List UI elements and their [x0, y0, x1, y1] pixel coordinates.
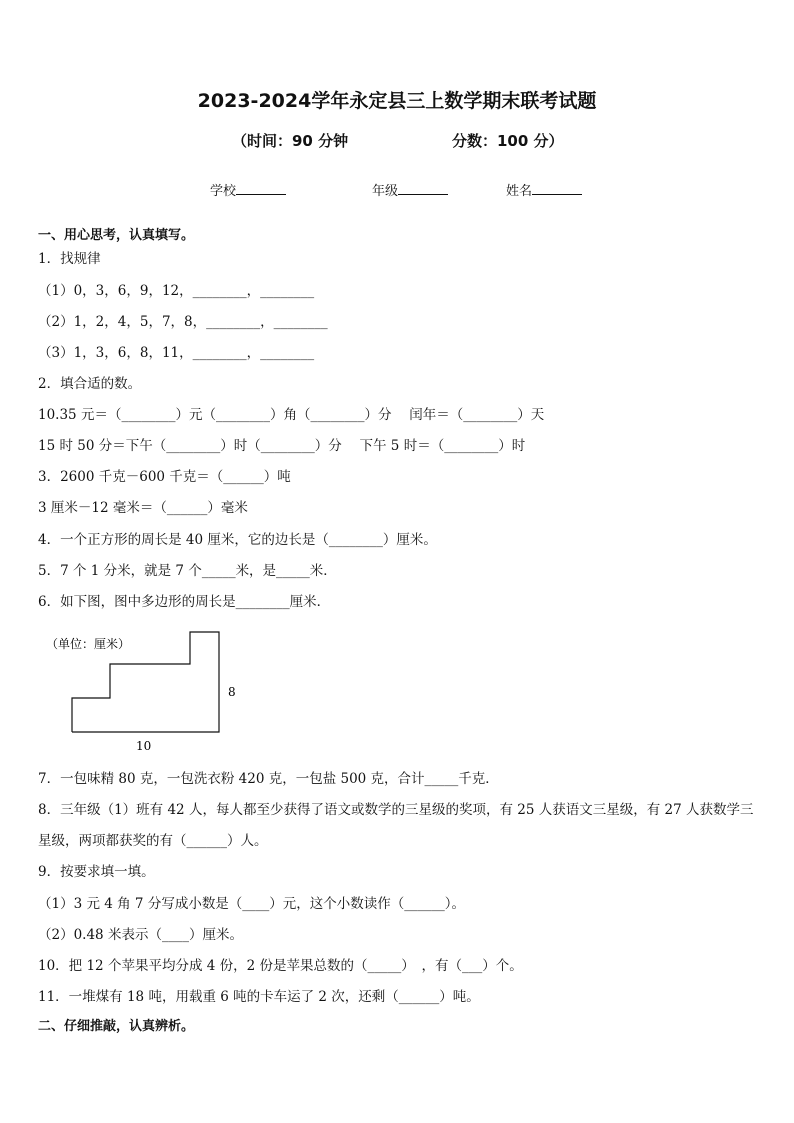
question-6: 6．如下图，图中多边形的周长是________厘米． [38, 594, 331, 610]
polygon-figure [40, 628, 260, 758]
question-3-part-1: 3．2600 千克－600 千克＝（______）吨 [38, 469, 291, 485]
question-2: 2．填合适的数。 [38, 376, 142, 392]
question-11: 11．一堆煤有 18 吨，用载重 6 吨的卡车运了 2 次，还剩（______）吨。 [38, 989, 480, 1005]
section-heading-1: 一、用心思考，认真填写。 [38, 228, 195, 243]
question-1-part-1: （1）0，3，6，9，12，________，________ [38, 283, 315, 299]
name-label: 姓名 [506, 184, 533, 199]
question-7: 7．一包味精 80 克，一包洗衣粉 420 克，一包盐 500 克，合计_____千克． [38, 771, 499, 787]
question-9: 9．按要求填一填。 [38, 864, 155, 880]
question-8-line-2: 星级，两项都获奖的有（______）人。 [38, 833, 268, 849]
question-9-part-2: （2）0.48 米表示（____）厘米。 [38, 927, 243, 943]
section-heading-2: 二、仔细推敲，认真辨析。 [38, 1019, 195, 1034]
figure-unit-label: （单位：厘米） [46, 637, 131, 651]
question-5: 5．7 个 1 分米，就是 7 个_____米，是_____米． [38, 563, 337, 579]
question-8-line-1: 8．三年级（1）班有 42 人，每人都至少获得了语文或数学的三星级的奖项，有 25 人获语文三星级，有 27 人获数学三 [38, 802, 754, 818]
question-10: 10．把 12 个苹果平均分成 4 份，2 份是苹果总数的（_____） ，有（___）个。 [38, 958, 523, 974]
figure-width-label: 10 [136, 739, 152, 753]
question-3-part-2: 3 厘米－12 毫米＝（______）毫米 [38, 500, 248, 516]
grade-blank [398, 180, 448, 195]
question-2-part-1: 10.35 元＝（________）元（________）角（________）分 闰年＝（________）天 [38, 407, 545, 423]
page-title: 2023-2024学年永定县三上数学期末联考试题 [197, 90, 597, 112]
grade-field [372, 180, 448, 199]
name-blank [532, 180, 582, 195]
exam-time: （时间：90 分钟 [232, 132, 349, 150]
school-blank [236, 180, 286, 195]
figure-height-label: 8 [228, 685, 236, 699]
question-1-part-3: （3）1，3，6，8，11，________，________ [38, 345, 315, 361]
question-9-part-1: （1）3 元 4 角 7 分写成小数是（____）元，这个小数读作（______）。 [38, 896, 466, 912]
grade-label: 年级 [372, 184, 399, 199]
school-label: 学校 [210, 184, 237, 199]
question-4: 4．一个正方形的周长是 40 厘米，它的边长是（________）厘米。 [38, 532, 437, 548]
question-1: 1．找规律 [38, 251, 101, 267]
school-field [210, 180, 286, 199]
exam-score: 分数：100 分） [452, 132, 564, 150]
question-1-part-2: （2）1，2，4，5，7，8，________，________ [38, 314, 328, 330]
question-2-part-2: 15 时 50 分＝下午（________）时（________）分 下午 5 时＝（________）时 [38, 438, 526, 454]
name-field [506, 180, 582, 199]
